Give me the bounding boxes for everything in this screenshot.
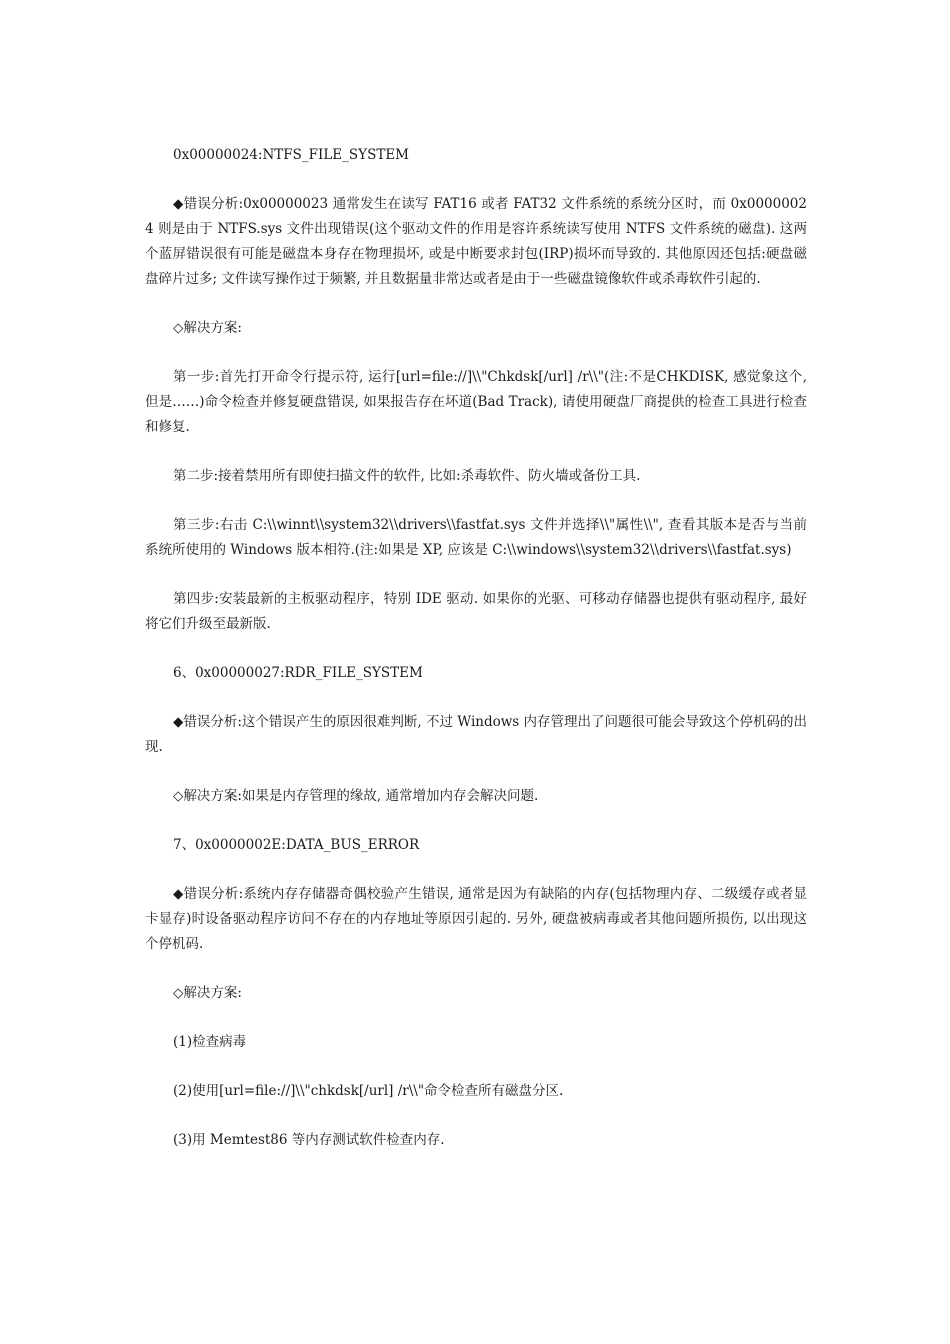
error-analysis-data-bus: ◆错误分析:系统内存存储器奇偶校验产生错误, 通常是因为有缺陷的内存(包括物理内存、二级缓存或者显卡显存)时设备驱动程序访问不存在的内存地址等原因引起的. 另外, 硬盘被病毒或者其他问题所损伤, 以出现这个停机码. xyxy=(145,886,807,952)
section-heading-ntfs: 0x00000024:NTFS_FILE_SYSTEM xyxy=(173,147,410,163)
solution-item-1: (1)检查病毒 xyxy=(173,1034,247,1050)
section-heading-data-bus: 7、0x0000002E:DATA_BUS_ERROR xyxy=(173,837,420,853)
solution-rdr: ◇解决方案:如果是内存管理的缘故, 通常增加内存会解决问题. xyxy=(173,788,539,804)
step-three: 第三步:右击 C:\\winnt\\system32\\drivers\\fastfat.sys 文件并选择\\"属性\\", 查看其版本是否与当前系统所使用的 Windows 版本相符.(注:如果是 XP, 应该是 C:\\windows\\system32\\drivers\\fastfat.sys) xyxy=(145,517,807,558)
error-analysis-ntfs: ◆错误分析:0x00000023 通常发生在读写 FAT16 或者 FAT32 文件系统的系统分区时，而 0x00000024 则是由于 NTFS.sys 文件出现错误(这个驱动文件的作用是容许系统读写使用 NTFS 文件系统的磁盘). 这两个蓝屏错误很有可能是磁盘本身存在物理损坏, 或是中断要求封包(IRP)损坏而导致的. 其他原因还包括:硬盘磁盘碎片过多; 文件读写操作过于频繁, 并且数据量非常达或者是由于一些磁盘镜像软件或杀毒软件引起的. xyxy=(145,196,807,287)
solution-heading-data-bus: ◇解决方案: xyxy=(173,985,242,1001)
document-body xyxy=(145,143,807,1177)
solution-heading-ntfs: ◇解决方案: xyxy=(173,320,242,336)
step-one: 第一步:首先打开命令行提示符, 运行[url=file://]\\"Chkdsk[/url] /r\\"(注:不是CHKDISK, 感觉象这个, 但是……)命令检查并修复硬盘错误, 如果报告存在坏道(Bad Track), 请使用硬盘厂商提供的检查工具进行检查和修复. xyxy=(145,369,807,435)
section-heading-rdr: 6、0x00000027:RDR_FILE_SYSTEM xyxy=(173,665,423,681)
step-two: 第二步:接着禁用所有即使扫描文件的软件, 比如:杀毒软件、防火墙或备份工具. xyxy=(173,468,641,484)
solution-item-2: (2)使用[url=file://]\\"chkdsk[/url] /r\\"命令检查所有磁盘分区. xyxy=(173,1083,564,1099)
solution-item-3: (3)用 Memtest86 等内存测试软件检查内存. xyxy=(173,1132,445,1148)
step-four: 第四步:安装最新的主板驱动程序，特别 IDE 驱动. 如果你的光驱、可移动存储器也提供有驱动程序, 最好将它们升级至最新版. xyxy=(145,591,807,632)
error-analysis-rdr: ◆错误分析:这个错误产生的原因很难判断, 不过 Windows 内存管理出了问题很可能会导致这个停机码的出现. xyxy=(145,714,807,755)
